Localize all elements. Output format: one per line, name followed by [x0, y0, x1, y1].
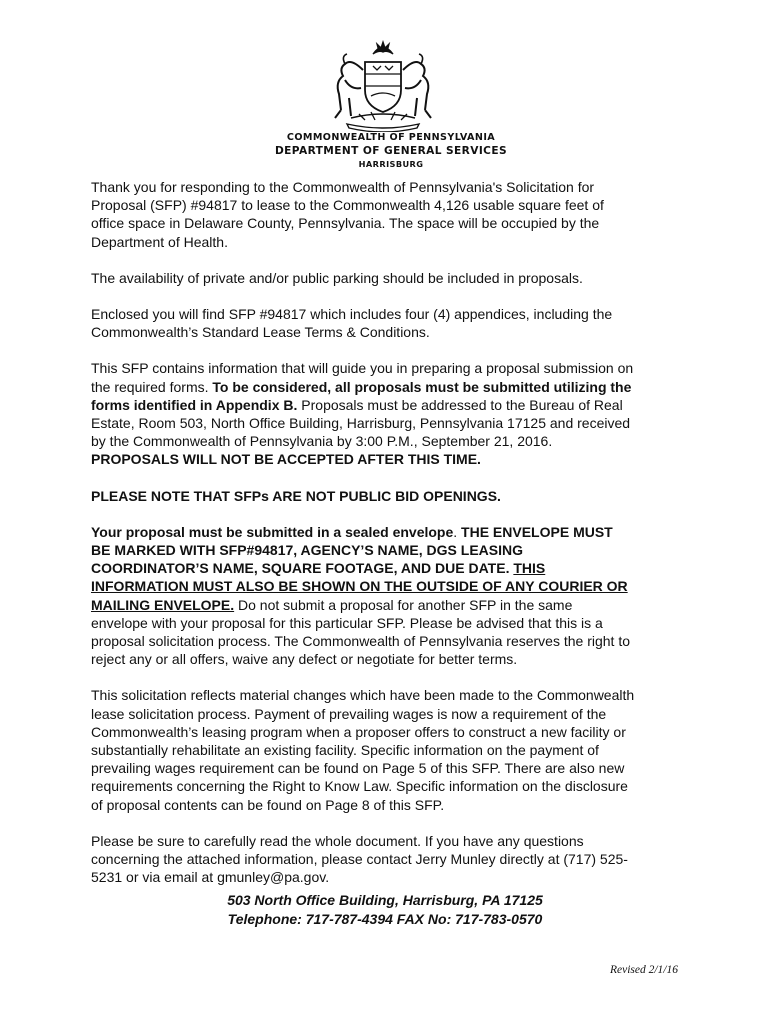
paragraph-parking: The availability of private and/or public parking should be included in proposals. [91, 269, 583, 286]
paragraph-intro: Thank you for responding to the Commonwealth of Pennsylvania's Solicitation for Proposal (SFP) #94817 to lease to the Commonwealth 4,126 usable square feet of office space in Delaware County, Pennsylvania. The space will be occupied by the Department of Health. [91, 179, 604, 250]
revision-date: Revised 2/1/16 [609, 964, 678, 976]
paragraph-bid-notice: PLEASE NOTE THAT SFPs ARE NOT PUBLIC BID OPENINGS. [91, 487, 501, 504]
footer-contact-block [0, 891, 770, 929]
letter-body [91, 178, 691, 905]
paragraph-enclosed: Enclosed you will find SFP #94817 which includes four (4) appendices, including the Commonwealth’s Standard Lease Terms & Conditions. [91, 306, 613, 341]
footer-phone: Telephone: 717-787-4394 FAX No: 717-783-0570 [227, 911, 543, 927]
letterhead-department: DEPARTMENT OF GENERAL SERVICES [274, 145, 508, 157]
pennsylvania-seal-icon [321, 40, 445, 132]
paragraph-submission: This SFP contains information that will guide you in preparing a proposal submission on the required forms. To be considered, all proposals must be submitted utilizing the forms identified in Appendix B. Proposals must be addressed to the Bureau of Real Estate, Room 503, North Office Building, Harrisburg, Pennsylvania 17125 and received by the Commonwealth of Pennsylvania by 3:00 P.M., September 21, 2016. PROPOSALS WILL NOT BE ACCEPTED AFTER THIS TIME. [91, 360, 634, 468]
footer-address: 503 North Office Building, Harrisburg, PA 17125 [227, 892, 543, 908]
paragraph-envelope: Your proposal must be submitted in a sealed envelope. THE ENVELOPE MUST BE MARKED WITH SFP#94817, AGENCY’S NAME, DGS LEASING COORDINATOR’S NAME, SQUARE FOOTAGE, AND DUE DATE. THIS INFORMATION MUST ALSO BE SHOWN ON THE OUTSIDE OF ANY COURIER OR MAILING ENVELOPE. Do not submit a proposal for another SFP in the same envelope with your proposal for this particular SFP. Please be advised that this is a proposal solicitation process. The Commonwealth of Pennsylvania reserves the right to reject any or all offers, waive any defect or negotiate for better terms. [91, 523, 631, 668]
paragraph-contact: Please be sure to carefully read the whole document. If you have any questions concerning the attached information, please contact Jerry Munley directly at (717) 525- 5231 or via email at gmunley@pa.gov. [91, 832, 628, 886]
paragraph-material-changes: This solicitation reflects material changes which have been made to the Commonwealth lease solicitation process. Payment of prevailing wages is now a requirement of the Commonwealth’s leasing program when a proposer offers to construct a new facility or substantially rehabilitate an existing facility. Specific information on the payment of prevailing wages requirement can be found on Page 5 of this SFP. There are also new requirements concerning the Right to Know Law. Specific information on the disclosure of proposal contents can be found on Page 8 of this SFP. [91, 687, 635, 813]
letterhead-city: HARRISBURG [358, 159, 424, 169]
letterhead-commonwealth: COMMONWEALTH OF PENNSYLVANIA [286, 132, 496, 143]
